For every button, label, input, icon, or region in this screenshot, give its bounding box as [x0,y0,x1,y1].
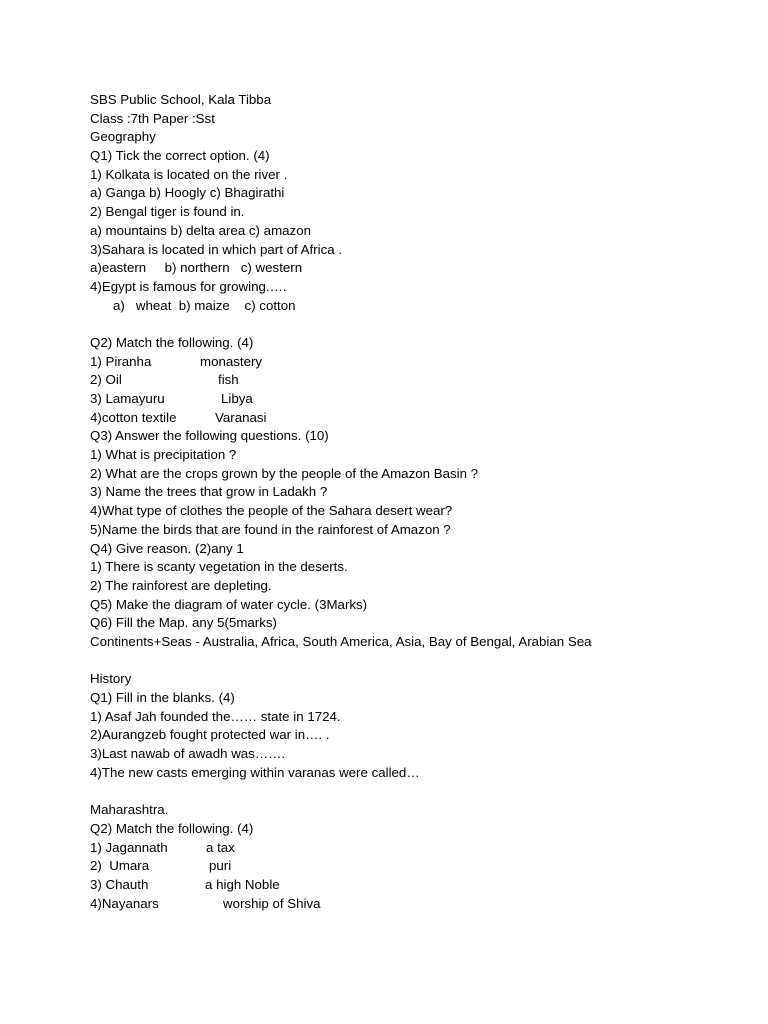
geo-q1-item: a) Ganga b) Hoogly c) Bhagirathi [90,185,285,201]
geo-q1-item: a) mountains b) delta area c) amazon [90,222,311,238]
geo-q2-title: Q2) Match the following. (4) [90,334,254,350]
geo-q1-item: 3)Sahara is located in which part of Africa . [90,241,343,257]
match-row [90,839,750,858]
match-right: worship of Shiva [223,895,321,911]
hist-q1-item: 1) Asaf Jah founded the…… state in 1724. [90,708,341,724]
section-heading-history: History [90,671,132,687]
hist-q1-item: 4)The new casts emerging within varanas were called… [90,764,420,780]
geo-q1-item: a)eastern b) northern c) western [90,260,303,276]
match-right: fish [218,372,239,388]
geo-q4-item: 2) The rainforest are depleting. [90,577,272,593]
geo-q5-title: Q5) Make the diagram of water cycle. (3Marks) [90,596,368,612]
spacer [90,652,750,671]
geo-q3-item: 5)Name the birds that are found in the rainforest of Amazon ? [90,521,451,537]
match-row [90,857,750,876]
match-row [90,353,750,372]
match-right: Varanasi [215,409,267,425]
geo-q3-item: 2) What are the crops grown by the people of the Amazon Basin ? [90,465,479,481]
match-left: 1) Jagannath [90,839,168,855]
hist-q1-item: 2)Aurangzeb fought protected war in…. . [90,727,330,743]
geo-q6-title: Q6) Fill the Map. any 5(5marks) [90,615,277,631]
spacer [90,315,750,334]
geo-q6-detail: Continents+Seas - Australia, Africa, South America, Asia, Bay of Bengal, Arabian Sea [90,633,592,649]
match-row [90,371,750,390]
match-row [90,876,750,895]
geo-q4-item: 1) There is scanty vegetation in the deserts. [90,559,348,575]
match-right: Libya [221,391,253,406]
exam-paper [90,91,750,913]
match-right: a tax [206,839,235,855]
geo-q3-item: 1) What is precipitation ? [90,447,237,463]
match-row [90,390,750,409]
geo-q1-item: 2) Bengal tiger is found in. [90,204,245,220]
match-right: monastery [200,353,263,369]
match-right: puri [209,858,232,874]
geo-q1-item: a) wheat b) maize c) cotton [113,297,296,313]
match-left: 2) Umara [90,858,150,874]
match-row [90,409,750,428]
match-left: 4)Nayanars [90,895,159,911]
geo-q1-item: 4)Egypt is famous for growing.…. [90,278,287,294]
match-left: 3) Lamayuru [90,391,165,406]
geo-q3-title: Q3) Answer the following questions. (10) [90,428,329,444]
section-heading-geography: Geography [90,129,156,145]
hist-q1-continuation: Maharashtra. [90,802,169,818]
geo-q3-item: 4)What type of clothes the people of the Sahara desert wear? [90,503,453,519]
school-name: SBS Public School, Kala Tibba [90,92,272,107]
geo-q1-title: Q1) Tick the correct option. (4) [90,148,270,164]
match-left: 2) Oil [90,372,122,388]
match-left: 4)cotton textile [90,409,177,425]
hist-q2-title: Q2) Match the following. (4) [90,820,254,836]
hist-q1-title: Q1) Fill in the blanks. (4) [90,690,235,705]
match-row [90,895,750,914]
geo-q1-item: 1) Kolkata is located on the river . [90,166,288,182]
hist-q1-item: 3)Last nawab of awadh was……. [90,746,286,762]
spacer [90,782,750,801]
match-right: a high Noble [205,876,280,892]
geo-q3-item: 3) Name the trees that grow in Ladakh ? [90,484,328,500]
match-left: 3) Chauth [90,876,149,892]
geo-q4-title: Q4) Give reason. (2)any 1 [90,540,244,556]
class-paper-line: Class :7th Paper :Sst [90,110,215,126]
match-left: 1) Piranha [90,353,152,369]
